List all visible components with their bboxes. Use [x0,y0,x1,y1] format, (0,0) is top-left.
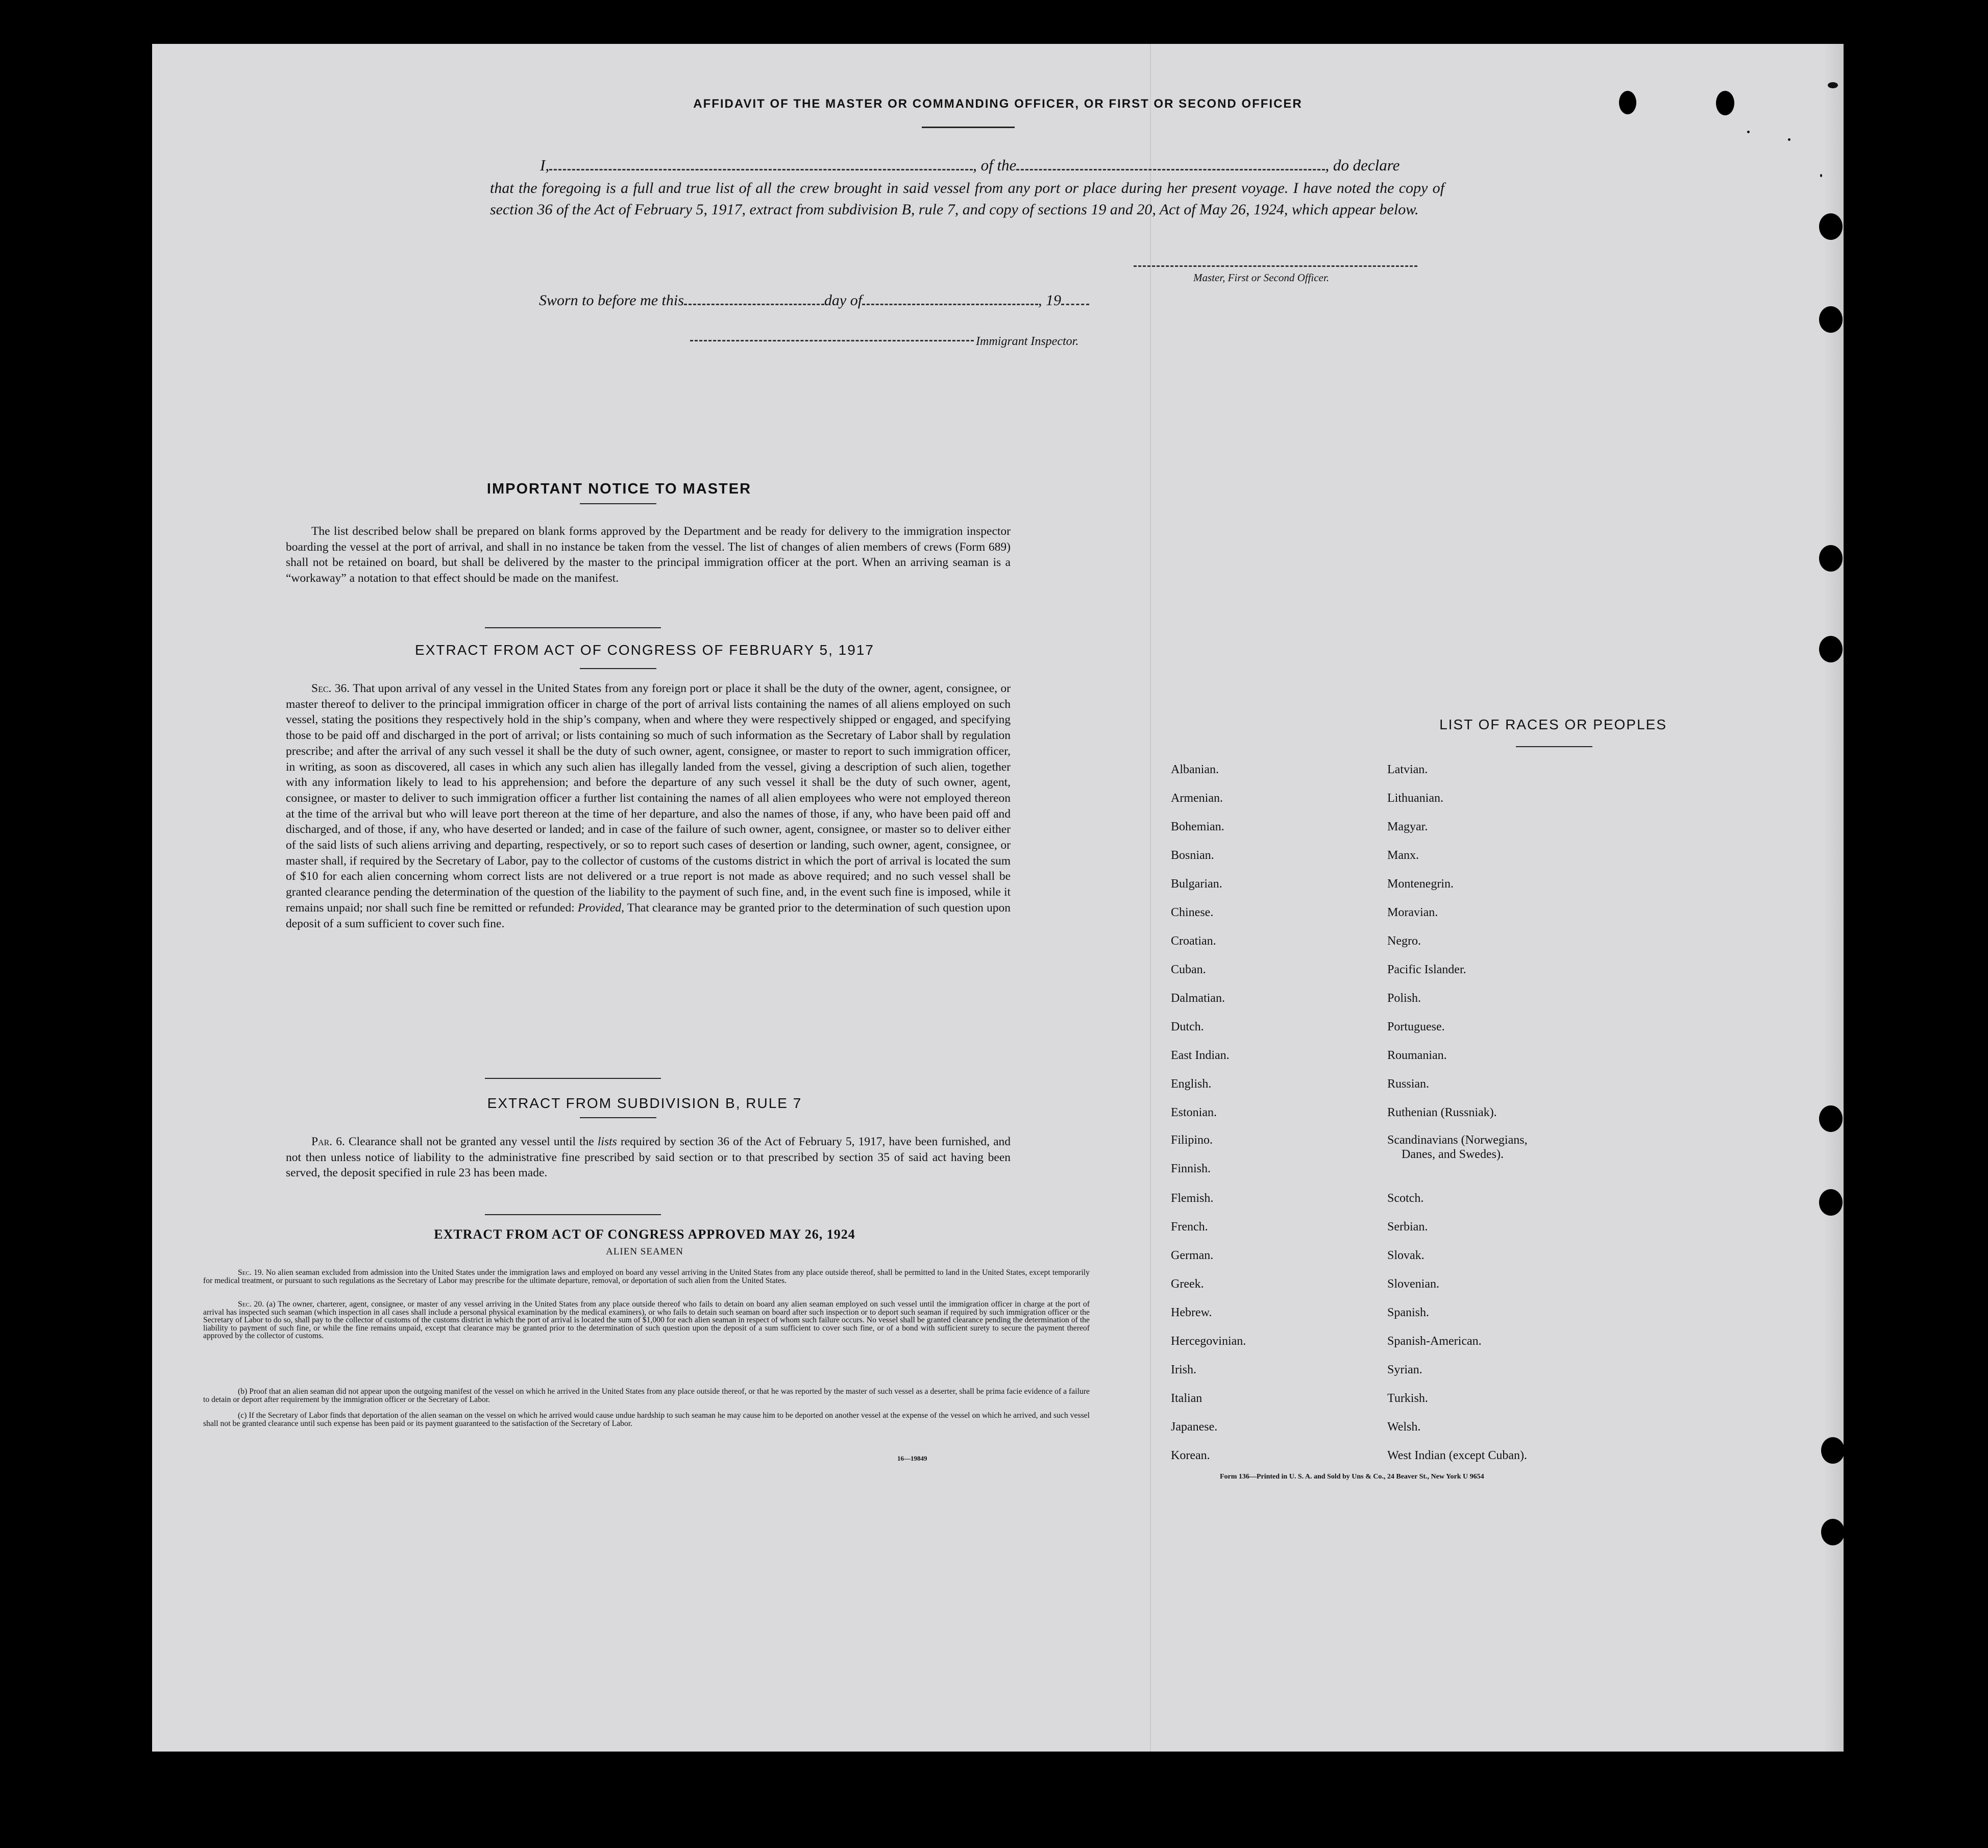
race-item: Manx. [1387,849,1419,862]
extract-rule7-text: Par. 6. Clearance shall not be granted any vessel until the lists required by section 36 of the Act of February 5, 1917, have been furnished, and not then unless notice of liability to the administrative fine prescribed by said section or to that prescribed by section 35 of said act having been served, the deposit specified in rule 23 has been made. [286,1135,1011,1180]
races-title: LIST OF RACES OR PEOPLES [1439,717,1667,732]
race-item: Armenian. [1171,792,1223,805]
sec20a-text: Sec. 20. (a) The owner, charterer, agent, consignee, or master of any vessel arriving in the United States from any place outside thereof who fails to detain on board any alien seaman employed on such vessel until the immigration officer in charge at the port of arrival has inspected such seaman (which inspection in all cases shall include a personal physical examination by the medical examiners), or who fails to detain such seaman on board after such inspection or to deport such seaman if required by such immigration officer or the Secretary of Labor to do so, shall pay to the collector of customs of the customs district in which the port of arrival is located the sum of $1,000 for each alien seaman in respect of whom such failure occurs. No vessel shall be granted clearance pending the determination of the liability to payment of such fine, or while the fine remains unpaid, except that clearance may be granted prior to the determination of such question upon the deposit of a sum sufficient to cover such fine, or of a bond with sufficient surety to secure the payment thereof approved by the collector of customs. [203,1300,1090,1340]
race-item: Serbian. [1387,1220,1428,1234]
race-item: German. [1171,1249,1214,1262]
race-item: Latvian. [1387,763,1428,776]
race-item: Japanese. [1171,1420,1218,1434]
punch-hole [1819,306,1843,333]
race-item: Dutch. [1171,1020,1204,1033]
sworn-line: Sworn to before me this day of , 19 [539,292,1089,309]
notice-title: IMPORTANT NOTICE TO MASTER [486,481,752,497]
race-item: Roumanian. [1387,1049,1447,1062]
extract-1917-text: Sec. 36. That upon arrival of any vessel in the United States from any foreign port or place it shall be the duty of the owner, agent, consignee, or master thereof to deliver to the principal immigration officer in charge of the port of arrival lists containing the names of all aliens employed on such vessel, stating the positions they respectively hold in the ship’s company, when and where they were respectively shipped or engaged, and specifying those to be paid off and discharged in the port of arrival; or lists containing so much of such information as the Secretary of Labor shall by regulation prescribe; and after the arrival of any such vessel it shall be the duty of such owner, agent, consignee, or master to report to such immigration officer, in writing, as soon as discovered, all cases in which any such alien has illegally landed from the vessel, giving a description of such alien, together with any information likely to lead to his apprehension; and before the departure of any such vessel it shall be the duty of such owner, agent, consignee, or master to deliver to such immigration officer a further list containing the names of all alien employees who were not employed thereon at the time of the arrival but who will leave port thereon at the time of her departure, and also the names of those, if any, who have been paid off and discharged, and of those, if any, who have deserted or landed; and in case of the failure of such owner, agent, consignee, or master so to deliver either of the said lists of such aliens arriving and departing, respectively, or so to report such cases of desertion or landing, such owner, agent, consignee, or master shall, if required by the Secretary of Labor, pay to the collector of customs of the customs district in which the port of arrival is located the sum of $10 for each alien concerning whom correct lists are not delivered or a true report is not made as above required; and no such vessel shall be granted clearance pending the determination of the question of the liability to the payment of such fine, and, in the event such fine is imposed, while it remains unpaid; nor shall such fine be remitted or refunded: Provided, That clearance may be granted prior to the determination of such question upon deposit of a sum sufficient to cover such fine. [286,682,1011,930]
master-signature-line [1134,265,1417,267]
race-item: West Indian (except Cuban). [1387,1449,1527,1462]
vessel-blank [1016,159,1325,170]
race-item: Bulgarian. [1171,877,1222,891]
sec20c-text: (c) If the Secretary of Labor finds that deportation of the alien seaman on the vessel on which he arrived would cause undue hardship to such seaman he may cause him to be deported on another vessel at the expense of the vessel on which he arrived, and such vessel shall not be granted clearance until such expense has been paid or its payment guaranteed to the satisfaction of the Secretary of Labor. [203,1411,1090,1428]
race-item: Cuban. [1171,963,1206,976]
race-item: Scotch. [1387,1192,1424,1205]
master-caption: Master, First or Second Officer. [1193,272,1329,284]
race-item: Polish. [1387,992,1421,1005]
punch-hole [1716,91,1734,115]
race-item: Finnish. [1171,1162,1211,1175]
race-item: Dalmatian. [1171,992,1225,1005]
race-item: Portuguese. [1387,1020,1445,1033]
race-item: Montenegrin. [1387,877,1454,891]
sec20b-text: (b) Proof that an alien seaman did not appear upon the outgoing manifest of the vessel on which he arrived in the United States from any place outside thereof, or that he was reported by the master of such vessel as a deserter, shall be prima facie evidence of a failure to detain or deport after requirement by the immigration officer or the Secretary of Labor. [203,1387,1090,1404]
race-item: Italian [1171,1392,1202,1405]
affidavit-declaration-line: I, , of the , do declare [540,156,1400,174]
race-item: Scandinavians (Norwegians, [1387,1134,1528,1147]
race-item: Russian. [1387,1077,1430,1091]
punch-hole [1819,636,1843,662]
race-item: Spanish. [1387,1306,1430,1319]
name-blank [549,159,973,170]
race-item: Welsh. [1387,1420,1421,1434]
extract-rule7-title: EXTRACT FROM SUBDIVISION B, RULE 7 [487,1095,802,1111]
extract-1924-subtitle: ALIEN SEAMEN [606,1246,683,1257]
race-item: Hebrew. [1171,1306,1212,1319]
extract-1924-title: EXTRACT FROM ACT OF CONGRESS APPROVED MAY 26, 1924 [434,1227,855,1242]
race-item: East Indian. [1171,1049,1230,1062]
punch-hole [1819,1189,1843,1216]
month-blank [862,293,1038,305]
inspector-signature-line [690,340,974,341]
race-item: Korean. [1171,1449,1210,1462]
race-item: Filipino. [1171,1134,1213,1147]
form-footer: Form 136—Printed in U. S. A. and Sold by Uns & Co., 24 Beaver St., New York U 9654 [1220,1473,1484,1481]
notice-text: The list described below shall be prepared on blank forms approved by the Department and be ready for delivery to the immigration inspector boarding the vessel at the port of arrival, and shall in no instance be taken from the vessel. The list of changes of alien members of crews (Form 689) shall not be retained on board, but shall be delivered by the master to the principal immigration officer at the port. When an arriving seaman is a “workaway” a notation to that effect should be made on the manifest. [286,525,1011,585]
race-item: Flemish. [1171,1192,1214,1205]
punch-hole [1821,1437,1845,1464]
race-item: Ruthenian (Russniak). [1387,1106,1497,1119]
race-item: Negro. [1387,934,1421,948]
race-item: Estonian. [1171,1106,1217,1119]
sec19-text: Sec. 19. No alien seaman excluded from admission into the United States under the immigration laws and employed on board any vessel arriving in the United States from any place outside thereof, shall be permitted to land in the United States, except temporarily for medical treatment, or pursuant to such regulations as the Secretary of Labor may prescribe for the ultimate departure, removal, or deportation of such alien from the United States. [203,1268,1090,1285]
fold-line [1150,44,1151,1752]
race-item: French. [1171,1220,1208,1234]
title-underline [922,127,1015,128]
race-item: Bosnian. [1171,849,1214,862]
race-item: Irish. [1171,1363,1196,1376]
race-item: Danes, and Swedes). [1402,1148,1504,1161]
race-item: Turkish. [1387,1392,1428,1405]
document-page [152,44,1844,1752]
punch-hole [1619,91,1636,114]
race-item: Croatian. [1171,934,1216,948]
race-item: Pacific Islander. [1387,963,1466,976]
race-item: Slovak. [1387,1249,1425,1262]
punch-hole [1821,1519,1845,1545]
punch-hole [1819,1105,1843,1132]
print-code: 16—19849 [897,1455,927,1462]
race-item: Bohemian. [1171,820,1224,833]
race-item: Greek. [1171,1277,1204,1291]
affidavit-title: AFFIDAVIT OF THE MASTER OR COMMANDING OFFICER, OR FIRST OR SECOND OFFICER [693,97,1303,111]
race-item: Lithuanian. [1387,792,1443,805]
inspector-caption: Immigrant Inspector. [976,335,1079,348]
punch-hole [1819,213,1843,240]
affidavit-paragraph: that the foregoing is a full and true list of all the crew brought in said vessel from any port or place during her present voyage. I have noted the copy of section 36 of the Act of February 5, 1917, extract from subdivision B, rule 7, and copy of sections 19 and 20, Act of May 26, 1924, which appear below. [490,180,1444,218]
extract-1917-title: EXTRACT FROM ACT OF CONGRESS OF FEBRUARY 5, 1917 [415,642,874,658]
year-blank [1061,293,1089,305]
race-item: Magyar. [1387,820,1428,833]
punch-hole [1819,545,1843,572]
race-item: Moravian. [1387,906,1438,919]
race-item: Spanish-American. [1387,1335,1482,1348]
race-item: Hercegovinian. [1171,1335,1246,1348]
race-item: Chinese. [1171,906,1214,919]
race-item: English. [1171,1077,1212,1091]
race-item: Albanian. [1171,763,1219,776]
race-item: Syrian. [1387,1363,1422,1376]
race-item: Slovenian. [1387,1277,1439,1291]
day-blank [684,293,824,305]
